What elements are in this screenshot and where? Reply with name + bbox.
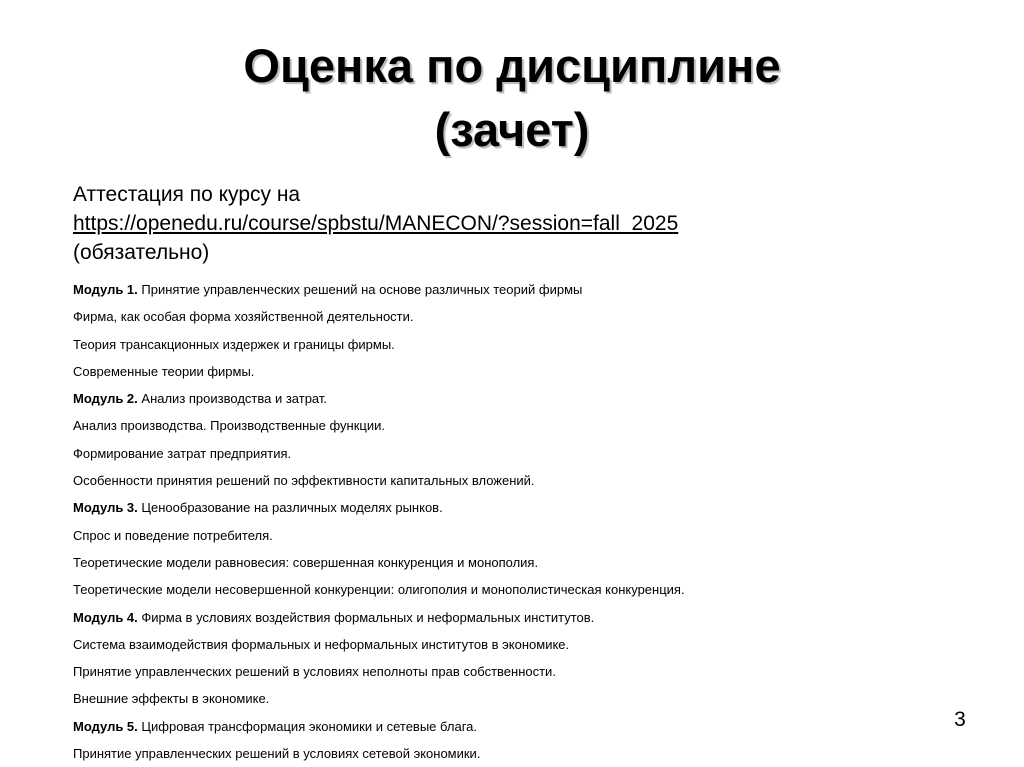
module-3-topic: Теоретические модели равновесия: совершенная конкуренция и монополия. <box>73 554 539 570</box>
mandatory-note: (обязательно) <box>73 241 210 264</box>
module-4-heading <box>73 604 973 631</box>
attestation-text: Аттестация по курсу на <box>73 183 301 206</box>
module-3-topic: Спрос и поведение потребителя. <box>73 527 273 543</box>
slide-title-line-2: (зачет) <box>434 103 590 156</box>
module-3-topic: Теоретические модели несовершенной конкуренции: олигополия и монополистическая конкуренция. <box>73 582 685 598</box>
attestation-intro <box>73 180 973 267</box>
module-2-topic: Анализ производства. Производственные функции. <box>73 418 385 434</box>
module-3-heading <box>73 494 973 521</box>
module-3-label: Модуль 3. <box>73 500 138 516</box>
module-2-title: Анализ производства и затрат. <box>137 391 327 407</box>
slide-title-line-1: Оценка по дисциплине <box>243 39 781 92</box>
module-2-topic: Формирование затрат предприятия. <box>73 445 292 461</box>
module-1-topic: Фирма, как особая форма хозяйственной деятельности. <box>73 309 414 325</box>
module-1-topic: Современные теории фирмы. <box>73 363 255 379</box>
module-2-topic: Особенности принятия решений по эффективности капитальных вложений. <box>73 473 535 489</box>
module-list <box>73 276 973 767</box>
module-4-label: Модуль 4. <box>73 609 138 625</box>
module-1-heading <box>73 276 973 303</box>
module-5-topic: Принятие управленческих решений в условиях сетевой экономики. <box>73 746 481 762</box>
module-4-title: Фирма в условиях воздействия формальных и неформальных институтов. <box>137 609 595 625</box>
module-1-topic: Теория трансакционных издержек и границы фирмы. <box>73 336 395 352</box>
module-4-topic: Принятие управленческих решений в условиях неполноты прав собственности. <box>73 664 556 680</box>
module-4-topic: Система взаимодействия формальных и неформальных институтов в экономике. <box>73 636 570 652</box>
module-5-title: Цифровая трансформация экономики и сетевые блага. <box>137 718 477 734</box>
course-link[interactable]: https://openedu.ru/course/spbstu/MANECON/?session=fall_2025 <box>73 212 679 235</box>
module-2-heading <box>73 385 973 412</box>
module-1-label: Модуль 1. <box>73 282 138 297</box>
module-2-label: Модуль 2. <box>73 391 138 407</box>
page-number: 3 <box>954 708 966 731</box>
slide-title <box>0 34 1024 162</box>
module-5-label: Модуль 5. <box>73 718 138 734</box>
module-5-heading <box>73 713 973 740</box>
module-3-title: Ценообразование на различных моделях рынков. <box>137 500 443 516</box>
module-1-title: Принятие управленческих решений на основе различных теорий фирмы <box>137 282 583 297</box>
module-4-topic: Внешние эффекты в экономике. <box>73 691 270 707</box>
